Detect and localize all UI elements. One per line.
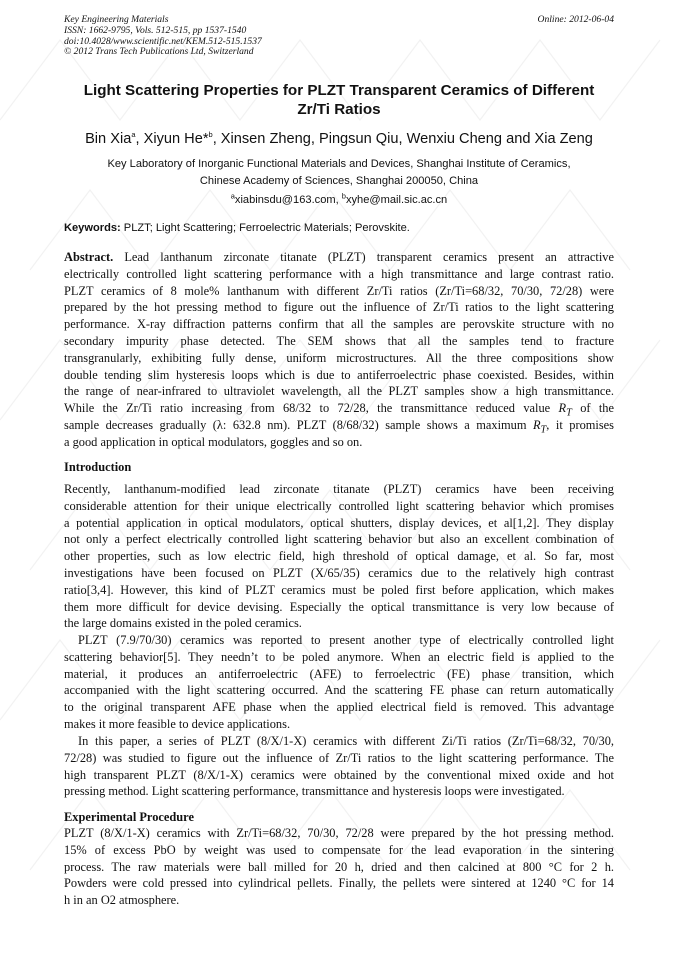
text-line: the range of near-infrared to ultraviolet wavelength, all the PLZT samples show a high transmittance. <box>64 384 614 399</box>
text-line: h in an O2 atmosphere. <box>64 893 180 908</box>
symbol: R <box>532 417 541 432</box>
text-line: Recently, lanthanum-modified lead zirconate titanate (PLZT) ceramics have been receiving <box>64 482 614 496</box>
affiliation <box>64 156 614 190</box>
symbol-rt <box>532 417 547 436</box>
text-line: 15% of excess PbO by weight was used to compensate for the lead evaporation in the sintering <box>64 842 614 857</box>
text-span: sample decreases gradually (λ: 632.8 nm). PLZT (8/68/32) sample shows a maximum <box>64 417 533 432</box>
author-names-rest: , Xinsen Zheng, Pingsun Qiu, Wenxiu Cheng and Xia Zeng <box>212 131 593 147</box>
issn-line: ISSN: 1662-9795, Vols. 512-515, pp 1537-1540 <box>64 24 247 36</box>
author-emails <box>64 193 614 208</box>
journal-header <box>64 15 614 58</box>
text-line <box>64 400 614 417</box>
text-span: of the <box>571 401 615 416</box>
text-line: pressing method. Light scattering performance, transmittance and hysteresis loops were investigated. <box>64 784 565 799</box>
copyright-line: © 2012 Trans Tech Publications Ltd, Switzerland <box>64 46 254 58</box>
text-line: them more difficult for device devising. Especially the optical transmittance is very low because of <box>64 599 614 614</box>
text-line <box>64 249 614 266</box>
text-line: PLZT ceramics of 8 mole% lanthanum with different Zr/Ti ratios (Zr/Ti=68/32, 70/30, 72/28) were <box>64 283 614 298</box>
text-line: PLZT (7.9/70/30) ceramics was reported to present another type of electrically controlled light <box>78 633 614 647</box>
symbol-subscript: T <box>566 407 572 419</box>
keywords <box>64 221 614 236</box>
text-line: PLZT (8/X/1-X) ceramics with Zr/Ti=68/32, 70/30, 72/28 were prepared by the hot pressing method. <box>64 826 614 840</box>
text-line: electrically controlled light scattering performance with a high transmittance and large contrast ratio. <box>64 266 614 281</box>
symbol-rt <box>558 401 572 419</box>
text-line: prepared by the hot pressing method to figure out the influence of Zr/Ti ratios to the light scattering <box>64 300 614 315</box>
affiliation-line-2: Chinese Academy of Sciences, Shanghai 200050, China <box>199 175 479 187</box>
symbol: R <box>558 401 567 416</box>
text-line: the large domains existed in the poled ceramics. <box>64 616 302 631</box>
text-line: secondary impurity phase detected. The SEM shows that all the samples tend to fracture <box>64 333 614 348</box>
text-line: performance. X-ray diffraction patterns confirm that all the samples are perovskite structure with no <box>64 317 614 332</box>
text-line: investigations have been focused on PLZT (X/65/35) ceramics due to the relatively high contrast <box>64 565 614 580</box>
text-line: scattering behavior[5]. They needn’t to be poled anymore. When an electric field is applied to the <box>64 649 614 664</box>
author-separator: , <box>135 131 144 147</box>
author-name: Bin Xia <box>85 131 132 147</box>
title-line-2: Zr/Ti Ratios <box>297 101 381 118</box>
text-line: a good application in optical modulators, goggles and so on. <box>64 434 363 449</box>
text-line: In this paper, a series of PLZT (8/X/1-X) ceramics with different Zi/Ti ratios (Zr/Ti=68/32, 70/30, <box>78 734 614 748</box>
experimental-paragraph-1 <box>64 825 614 909</box>
email-address[interactable]: xiabinsdu@163.com, <box>234 194 342 206</box>
text-line: accompanied with the light scattering occurred. And the scattering FE phase can return automatically <box>64 683 614 698</box>
text-line: 72/28) was studied to figure out the influence of Zr/Ti ratios to the light scattering performance. The <box>64 750 614 765</box>
text-line: to the original transparent AFE phase when the applied electrical field is removed. This advantage <box>64 700 614 715</box>
email-marker: b <box>341 191 346 201</box>
intro-paragraph-1 <box>64 481 614 632</box>
text-line <box>64 417 614 434</box>
text-line: double tending slim hysteresis loops which is due to antiferroelectric phase coexisted. Besides, within <box>64 367 614 382</box>
text-line: ratio[3,4]. However, this kind of PLZT ceramics must be poled first before application, which makes <box>64 582 614 597</box>
affiliation-marker: b <box>208 130 213 140</box>
text-line: makes it more feasible to device applications. <box>64 716 291 731</box>
intro-paragraph-3 <box>64 733 614 800</box>
journal-name: Key Engineering Materials <box>64 14 169 25</box>
email-marker: a <box>230 191 235 201</box>
text-line: process. The raw materials were ball milled for 20 h, dried and then calcined at 800 °C for 2 h. <box>64 859 614 874</box>
keywords-text: PLZT; Light Scattering; Ferroelectric Materials; Perovskite. <box>120 222 410 234</box>
keywords-label: Keywords: <box>64 222 121 234</box>
text-line: Powders were cold pressed into cylindrical pellets. Finally, the pellets were sintered at 1240 °C for 14 <box>64 876 614 891</box>
section-heading-experimental: Experimental Procedure <box>64 810 194 824</box>
text-line: high transparent PLZT (8/X/1-X) ceramics were obtained by the conventional mixed oxide and hot <box>64 767 614 782</box>
abstract-paragraph <box>64 249 614 451</box>
author-list <box>64 130 614 148</box>
affiliation-line-1: Key Laboratory of Inorganic Functional Materials and Devices, Shanghai Institute of Ceramics, <box>107 158 571 170</box>
title-line-1: Light Scattering Properties for PLZT Transparent Ceramics of Different <box>83 82 595 99</box>
text-line: not only a perfect electrically controlled light scattering behavior but also an excellent combination of <box>64 532 614 547</box>
symbol-subscript: T <box>540 424 547 436</box>
text-span: , it promises <box>546 417 614 432</box>
text-line: a potential application in optical modulators, optical shutters, display devices, et al[1,2]. They display <box>64 515 614 530</box>
author-name: Xiyun He* <box>143 131 209 147</box>
paper-title <box>64 81 614 119</box>
doi-line: doi:10.4028/www.scientific.net/KEM.512-515.1537 <box>64 35 262 47</box>
text-line: other properties, such as low electric field, high threshold of optical damage, et al. So far, most <box>64 549 614 564</box>
text-span: Lead lanthanum zirconate titanate (PLZT) transparent ceramics present an attractive <box>113 250 614 264</box>
section-heading-introduction: Introduction <box>64 460 132 474</box>
affiliation-marker: a <box>131 130 136 140</box>
text-line: considerable attention for their unique electrically controlled light scattering behavior which promises <box>64 498 614 513</box>
text-span: While the Zr/Ti ratio increasing from 68/32 to 72/28, the transmittance reduced value <box>64 401 559 416</box>
text-line: transgranularly, exhibiting fully dense, uniform microstructures. All the three compositions show <box>64 350 614 365</box>
online-date: Online: 2012-06-04 <box>537 14 614 25</box>
abstract-label: Abstract. <box>64 250 114 264</box>
text-line: material, it produces an antiferroelectric (AFE) to ferroelectric (FE) phase transition, which <box>64 666 614 681</box>
intro-paragraph-2 <box>64 632 614 733</box>
email-address[interactable]: xyhe@mail.sic.ac.cn <box>345 194 448 206</box>
